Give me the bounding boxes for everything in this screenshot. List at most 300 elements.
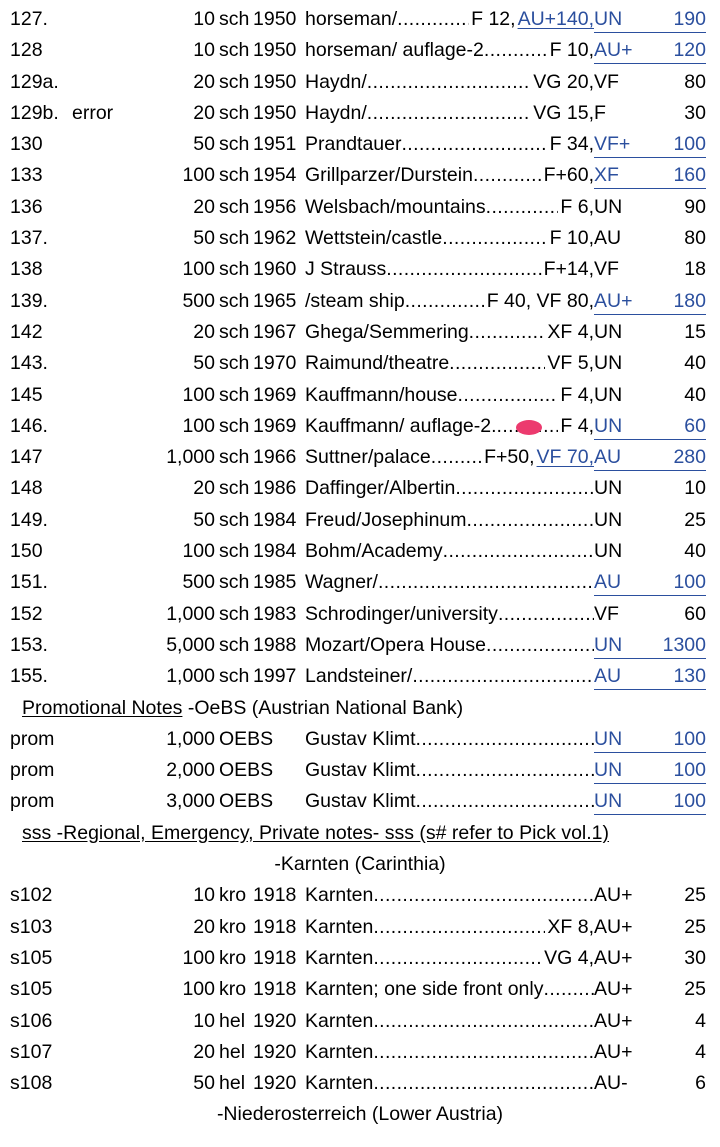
issue-year: 1967 [253, 320, 297, 343]
description-text: Karnten [305, 884, 374, 907]
primary-grade: UN [594, 414, 623, 437]
region-heading-row [0, 1099, 720, 1130]
mid-grade-price: F+60, [543, 164, 594, 187]
denomination-value: 100 [182, 383, 215, 406]
catalog-number: 148 [10, 477, 43, 500]
dot-leader [416, 786, 594, 817]
primary-grade-price-group [594, 912, 706, 943]
catalog-number: 146. [10, 414, 48, 437]
issue-year: 1920 [253, 1040, 297, 1063]
primary-grade-price-group [594, 223, 706, 254]
table-row [0, 912, 720, 943]
primary-grade: AU+ [594, 1040, 633, 1063]
section-heading [22, 693, 463, 724]
description-cell [305, 974, 706, 1005]
dot-leader [373, 1006, 594, 1037]
description-text: Wettstein/castle [305, 227, 443, 250]
issue-year: 1969 [253, 383, 297, 406]
dot-leader [367, 98, 532, 129]
primary-grade: AU [594, 571, 622, 594]
description-cell [305, 317, 706, 348]
catalog-number: 139. [10, 289, 48, 312]
denomination-value: 50 [193, 508, 215, 531]
catalog-number: s102 [10, 884, 53, 907]
primary-price: 25 [684, 978, 706, 1001]
mid-grade-price: F 40, VF 80, [486, 289, 594, 312]
denomination-value: 1,000 [166, 665, 215, 688]
denomination-unit: sch [219, 258, 250, 281]
mid-grade-price: F 4, [560, 383, 594, 406]
primary-price: 80 [684, 70, 706, 93]
dot-leader [412, 661, 594, 692]
dot-leader [373, 943, 542, 974]
description-cell [305, 192, 706, 223]
dot-leader [431, 442, 482, 473]
catalog-number: s105 [10, 946, 53, 969]
dot-leader [373, 912, 545, 943]
primary-grade-price-group [594, 1037, 706, 1068]
denomination-value: 1,000 [166, 727, 215, 750]
description-text: Freud/Josephinum [305, 508, 467, 531]
primary-grade-price-group[interactable] [594, 288, 706, 315]
issue-year: 1956 [253, 195, 297, 218]
table-row [0, 661, 720, 692]
primary-grade: UN [594, 383, 623, 406]
denomination-unit: sch [219, 8, 250, 30]
catalog-number: 137. [10, 227, 48, 250]
primary-price: 30 [684, 101, 706, 124]
primary-price: 280 [673, 446, 706, 469]
denomination-unit: hel [219, 1072, 246, 1095]
description-text: Karnten; one side front only [305, 978, 544, 1001]
denomination-value: 500 [182, 571, 215, 594]
description-text: Grillparzer/Durstein [305, 164, 473, 187]
dot-leader [458, 380, 559, 411]
denomination-value: 3,000 [166, 790, 215, 813]
description-cell [305, 630, 706, 661]
denomination-value: 100 [182, 946, 215, 969]
issue-year: 1986 [253, 477, 297, 500]
primary-grade-price-group [594, 599, 706, 630]
table-row [0, 160, 720, 191]
primary-grade-price-group[interactable] [594, 663, 706, 690]
description-text: Kauffmann/ auflage-2. [305, 414, 497, 437]
primary-grade: AU+ [594, 946, 633, 969]
dot-leader [367, 67, 532, 98]
description-text: J Strauss [305, 258, 387, 281]
issue-year: 1918 [253, 884, 297, 907]
table-row [0, 599, 720, 630]
table-row [0, 129, 720, 160]
denomination-unit: hel [219, 1040, 246, 1063]
primary-grade-price-group[interactable] [594, 726, 706, 753]
description-text: Schrodinger/university [305, 602, 498, 625]
primary-price: 4 [695, 1009, 706, 1032]
primary-price: 100 [673, 759, 706, 782]
description-text: Gustav Klimt [305, 727, 416, 750]
description-cell [305, 473, 706, 504]
catalog-number: 127. [10, 8, 48, 30]
issue-year: 1918 [253, 915, 297, 938]
table-row [0, 348, 720, 379]
issue-year: 1985 [253, 571, 297, 594]
denomination-unit: OEBS [219, 790, 274, 813]
description-text: Karnten [305, 1040, 374, 1063]
description-text: Mozart/Opera House [305, 633, 486, 656]
primary-grade: UN [594, 633, 623, 656]
catalog-number: prom [10, 759, 55, 782]
description-cell [305, 724, 706, 755]
table-row [0, 724, 720, 755]
mid-grade-price: VG 4, [544, 946, 594, 969]
row-note: error [72, 101, 114, 124]
table-row [0, 67, 720, 98]
description-text: Wagner/ [305, 571, 378, 594]
issue-year: 1966 [253, 446, 297, 469]
primary-grade: UN [594, 477, 623, 500]
primary-grade: UN [594, 759, 623, 782]
primary-grade-price-group[interactable] [594, 569, 706, 596]
description-text: Landsteiner/ [305, 665, 413, 688]
denomination-unit: sch [219, 665, 250, 688]
denomination-unit: sch [219, 540, 250, 563]
description-cell [305, 254, 706, 285]
table-row [0, 473, 720, 504]
primary-grade-price-group [594, 317, 706, 348]
table-row [0, 442, 720, 473]
denomination-value: 10 [193, 1009, 215, 1032]
primary-price: 6 [695, 1072, 706, 1095]
table-row [0, 974, 720, 1005]
dot-leader [443, 536, 594, 567]
primary-grade-price-group[interactable] [594, 413, 706, 440]
mid-grade-price: XF 4, [547, 320, 594, 343]
primary-grade: AU [594, 227, 622, 250]
denomination-value: 100 [182, 540, 215, 563]
primary-price: 4 [695, 1040, 706, 1063]
primary-grade-price-group [594, 67, 706, 98]
primary-grade-price-group[interactable] [594, 131, 706, 158]
catalog-number: 129a. [10, 70, 59, 93]
primary-grade-price-group [594, 98, 706, 129]
denomination-value: 20 [193, 477, 215, 500]
catalog-number: 130 [10, 133, 43, 156]
primary-price: 100 [673, 727, 706, 750]
denomination-unit: OEBS [219, 759, 274, 782]
primary-price: 100 [673, 790, 706, 813]
mid-grade-price: F+50, [484, 446, 535, 469]
primary-grade-price-group[interactable] [594, 788, 706, 815]
table-row [0, 567, 720, 598]
description-text: Karnten [305, 946, 374, 969]
description-cell [305, 912, 706, 943]
denomination-value: 10 [193, 884, 215, 907]
description-text: Prandtauer [305, 133, 402, 156]
issue-year: 1970 [253, 352, 297, 375]
description-text: Welsbach/mountains [305, 195, 486, 218]
primary-price: 60 [684, 414, 706, 437]
section-heading-underlined: Promotional Notes [22, 696, 183, 719]
issue-year: 1920 [253, 1009, 297, 1032]
catalog-number: 145 [10, 383, 43, 406]
mid-grade-price: F 12, [471, 8, 516, 30]
catalog-number: s108 [10, 1072, 53, 1095]
description-cell [305, 129, 706, 160]
denomination-unit: sch [219, 477, 250, 500]
catalog-number: prom [10, 727, 55, 750]
description-cell [305, 380, 706, 411]
primary-grade: AU [594, 446, 622, 469]
description-text: Raimund/theatre [305, 352, 450, 375]
primary-price: 120 [673, 39, 706, 62]
primary-grade: XF [594, 164, 619, 187]
dot-leader [449, 348, 545, 379]
denomination-unit: sch [219, 39, 250, 62]
catalog-number: 150 [10, 540, 43, 563]
primary-price: 15 [684, 320, 706, 343]
table-row [0, 254, 720, 285]
denomination-value: 100 [182, 164, 215, 187]
description-cell [305, 35, 706, 66]
mid-grade-price: VG 15, [533, 101, 594, 124]
primary-price: 40 [684, 383, 706, 406]
denomination-unit: hel [219, 1009, 246, 1032]
denomination-value: 10 [193, 39, 215, 62]
table-row [0, 317, 720, 348]
primary-grade-price-group[interactable] [594, 444, 706, 471]
description-cell [305, 567, 706, 598]
primary-grade-price-group[interactable] [594, 37, 706, 64]
description-text: Karnten [305, 1072, 374, 1095]
table-row [0, 192, 720, 223]
primary-price: 60 [684, 602, 706, 625]
catalog-number: 147 [10, 446, 43, 469]
primary-price: 100 [673, 571, 706, 594]
catalog-number: s107 [10, 1040, 53, 1063]
issue-year: 1950 [253, 8, 297, 30]
denomination-unit: sch [219, 70, 250, 93]
description-cell [305, 1037, 706, 1068]
denomination-unit: sch [219, 602, 250, 625]
denomination-value: 50 [193, 1072, 215, 1095]
primary-grade: UN [594, 540, 623, 563]
description-cell [305, 661, 706, 692]
issue-year: 1950 [253, 70, 297, 93]
description-cell [305, 411, 706, 442]
mid-grade-price: VG 20, [533, 70, 594, 93]
description-cell [305, 1068, 706, 1099]
primary-grade-price-group[interactable] [594, 6, 706, 33]
dot-leader [473, 160, 542, 191]
description-cell [305, 786, 706, 817]
section-heading-row [0, 693, 720, 724]
dot-leader [416, 724, 594, 755]
catalog-number: 155. [10, 665, 48, 688]
secondary-grade-price: VF 70, [536, 446, 594, 469]
primary-price: 25 [684, 884, 706, 907]
catalog-number: 153. [10, 633, 48, 656]
dot-leader [401, 129, 547, 160]
denomination-value: 10 [193, 8, 215, 30]
issue-year: 1951 [253, 133, 297, 156]
primary-grade-price-group [594, 505, 706, 536]
primary-grade: UN [594, 508, 623, 531]
primary-price: 130 [673, 665, 706, 688]
denomination-unit: sch [219, 383, 250, 406]
primary-grade-price-group [594, 1006, 706, 1037]
table-row [0, 1068, 720, 1099]
table-row [0, 411, 720, 442]
table-row [0, 786, 720, 817]
description-text: Gustav Klimt [305, 759, 416, 782]
issue-year: 1950 [253, 39, 297, 62]
primary-grade-price-group [594, 348, 706, 379]
mid-grade-price: VF 5, [547, 352, 594, 375]
catalog-number: 151. [10, 571, 48, 594]
denomination-value: 100 [182, 414, 215, 437]
issue-year: 1954 [253, 164, 297, 187]
dot-leader [486, 192, 559, 223]
table-row [0, 755, 720, 786]
denomination-unit: sch [219, 227, 250, 250]
primary-grade: UN [594, 727, 623, 750]
denomination-value: 20 [193, 195, 215, 218]
primary-grade-price-group[interactable] [594, 757, 706, 784]
primary-grade: AU+ [594, 289, 633, 312]
denomination-value: 50 [193, 352, 215, 375]
primary-price: 80 [684, 227, 706, 250]
catalog-number: s103 [10, 915, 53, 938]
description-text: /steam ship [305, 289, 405, 312]
denomination-unit: OEBS [219, 727, 274, 750]
denomination-value: 1,000 [166, 446, 215, 469]
denomination-value: 50 [193, 227, 215, 250]
description-text: Karnten [305, 1009, 374, 1032]
catalog-number: 138 [10, 258, 43, 281]
section-heading-underlined: sss -Regional, Emergency, Private notes- sss (s# refer to Pick vol.1) [22, 821, 610, 844]
issue-year: 1918 [253, 946, 297, 969]
denomination-unit: sch [219, 508, 250, 531]
issue-year: 1988 [253, 633, 297, 656]
primary-grade: UN [594, 320, 623, 343]
dot-leader [497, 411, 559, 442]
table-row [0, 35, 720, 66]
catalog-number: 143. [10, 352, 48, 375]
primary-grade: AU+ [594, 915, 633, 938]
dot-leader [373, 1037, 594, 1068]
region-heading: -Karnten (Carinthia) [274, 853, 446, 876]
region-heading: -Niederosterreich (Lower Austria) [216, 1103, 504, 1126]
denomination-unit: kro [219, 884, 247, 907]
issue-year: 1969 [253, 414, 297, 437]
denomination-value: 20 [193, 320, 215, 343]
primary-grade: VF+ [594, 133, 631, 156]
dot-leader [455, 473, 594, 504]
section-heading-rest: -OeBS (Austrian National Bank) [182, 696, 464, 719]
issue-year: 1962 [253, 227, 297, 250]
table-row [0, 880, 720, 911]
primary-grade-price-group[interactable] [594, 632, 706, 659]
issue-year: 1950 [253, 101, 297, 124]
description-cell [305, 536, 706, 567]
description-cell [305, 67, 706, 98]
table-row [0, 286, 720, 317]
description-cell [305, 880, 706, 911]
dot-leader [467, 505, 594, 536]
denomination-unit: sch [219, 101, 250, 124]
catalog-number: 133 [10, 164, 43, 187]
denomination-value: 50 [193, 133, 215, 156]
denomination-value: 100 [182, 978, 215, 1001]
denomination-unit: sch [219, 414, 250, 437]
dot-leader [405, 286, 485, 317]
primary-grade-price-group [594, 1068, 706, 1099]
description-text: Gustav Klimt [305, 790, 416, 813]
table-row [0, 943, 720, 974]
primary-grade: VF [594, 70, 619, 93]
denomination-unit: sch [219, 446, 250, 469]
primary-grade: AU+ [594, 884, 633, 907]
catalog-number: 128 [10, 39, 43, 62]
denomination-unit: kro [219, 946, 247, 969]
description-text: Karnten [305, 915, 374, 938]
dot-leader [416, 755, 594, 786]
dot-leader [469, 317, 546, 348]
denomination-value: 100 [182, 258, 215, 281]
table-row [0, 1006, 720, 1037]
description-cell [305, 286, 706, 317]
mid-grade-price: XF 8, [547, 915, 594, 938]
description-cell [305, 160, 706, 191]
dot-leader [378, 567, 594, 598]
catalog-number: 136 [10, 195, 43, 218]
description-cell [305, 755, 706, 786]
primary-grade-price-group [594, 473, 706, 504]
primary-grade-price-group[interactable] [594, 162, 706, 189]
description-cell [305, 223, 706, 254]
primary-grade: UN [594, 8, 623, 30]
primary-grade-price-group [594, 380, 706, 411]
primary-price: 160 [673, 164, 706, 187]
table-row [0, 98, 720, 129]
description-text: horseman/ [305, 8, 398, 30]
table-row [0, 505, 720, 536]
description-cell [305, 505, 706, 536]
primary-grade-price-group [594, 943, 706, 974]
primary-grade: F [594, 101, 606, 124]
denomination-unit: sch [219, 195, 250, 218]
mid-grade-price: F 6, [560, 195, 594, 218]
dot-leader [486, 630, 594, 661]
primary-price: 40 [684, 352, 706, 375]
denomination-value: 20 [193, 915, 215, 938]
denomination-value: 5,000 [166, 633, 215, 656]
mid-grade-price: F+14, [543, 258, 594, 281]
mid-grade-price: F 34, [549, 133, 594, 156]
primary-grade: UN [594, 790, 623, 813]
primary-price: 40 [684, 540, 706, 563]
catalog-number: prom [10, 790, 55, 813]
description-text: Kauffmann/house [305, 383, 458, 406]
catalog-number: s105 [10, 978, 53, 1001]
description-cell [305, 442, 706, 473]
region-heading-row [0, 849, 720, 880]
section-heading-row [0, 818, 720, 849]
issue-year: 1965 [253, 289, 297, 312]
table-row [0, 1037, 720, 1068]
primary-price: 25 [684, 508, 706, 531]
table-row [0, 630, 720, 661]
